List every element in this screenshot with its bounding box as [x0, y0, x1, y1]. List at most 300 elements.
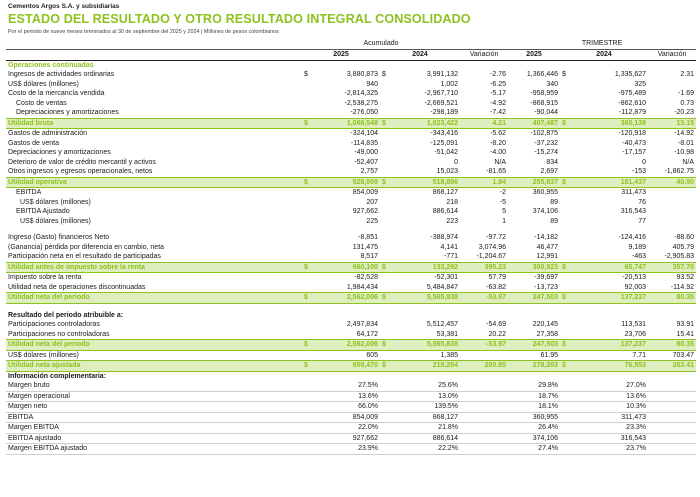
row-label: Margen EBITDA ajustado — [6, 444, 302, 455]
currency-symbol — [380, 283, 394, 293]
currency-symbol — [380, 330, 394, 340]
acum-2024-value: 1,002 — [440, 80, 459, 88]
acum-2024-value: 22.2% — [394, 444, 460, 455]
acum-variacion-value: 3,074.96 — [478, 243, 507, 251]
table-row — [6, 243, 696, 253]
tri-2025-value: -37,232 — [534, 139, 559, 147]
currency-symbol — [560, 80, 574, 90]
tri-variacion-value: 13.15 — [648, 118, 696, 129]
currency-symbol — [380, 80, 394, 90]
currency-symbol — [380, 381, 394, 391]
tri-2025-value: 12,991 — [536, 253, 559, 260]
currency-symbol: $ — [302, 118, 316, 129]
tri-2025-value: 1,366,446 — [526, 71, 559, 78]
currency-symbol — [560, 330, 574, 340]
currency-symbol — [302, 423, 316, 434]
acum-variacion-value: N/A — [494, 158, 507, 166]
company-name: Cementos Argos S.A. y subsidiarias — [8, 3, 120, 10]
currency-symbol — [560, 381, 574, 391]
row-label: Margen operacional — [6, 391, 302, 402]
table-row — [6, 217, 696, 227]
acum-2025-value: 1,984,434 — [346, 283, 378, 291]
currency-symbol: $ — [304, 71, 308, 78]
currency-symbol: $ — [560, 118, 574, 129]
acum-2024-value: 13.0% — [394, 391, 460, 402]
section-row — [6, 60, 696, 70]
tri-2025-value: -14,182 — [534, 234, 559, 241]
acum-2025-value: 927,662 — [316, 433, 380, 444]
tri-2024-value: -975,489 — [618, 90, 647, 97]
tri-2025-value: 27,358 — [536, 330, 559, 338]
row-label: US$ dólares (millones) — [20, 217, 91, 225]
acum-variacion-value: -4.00 — [490, 149, 507, 156]
currency-symbol: $ — [560, 361, 574, 372]
row-label: Margen bruto — [6, 381, 302, 391]
acum-variacion-value — [460, 433, 508, 444]
col-acum-2025: 2025 — [302, 49, 380, 60]
currency-symbol — [560, 402, 574, 413]
acum-variacion-value — [460, 381, 508, 391]
tri-2024-value: -862,610 — [618, 99, 647, 107]
acum-2024-value: 0 — [454, 158, 459, 166]
page-subtitle: Por el periodo de nueve meses terminados al 30 de septiembre del 2025 y 2024 | Millones de pesos colombianos — [8, 29, 279, 35]
row-label: Utilidad neta del periodo — [6, 293, 302, 304]
currency-symbol — [302, 233, 316, 243]
currency-symbol — [380, 89, 394, 99]
tri-2024-value: -112,879 — [618, 109, 647, 116]
currency-symbol: $ — [380, 361, 394, 372]
table-row — [6, 283, 696, 293]
acum-2024-value: -771 — [444, 253, 459, 260]
currency-symbol — [380, 158, 394, 168]
currency-symbol: $ — [380, 118, 394, 129]
tri-2024-value: -153 — [632, 168, 647, 175]
acum-variacion-value: -2.76 — [490, 71, 507, 78]
acum-variacion-value: -8.20 — [490, 139, 507, 147]
acum-2025-value: 660,100 — [316, 262, 380, 273]
currency-symbol: $ — [302, 361, 316, 372]
tri-variacion-value: -114.92 — [670, 283, 695, 291]
tri-2024-value: 316,543 — [620, 208, 647, 215]
tri-2024-value: 0 — [642, 158, 647, 166]
tri-variacion-value — [648, 423, 696, 434]
acum-2024-value: 1,385 — [440, 351, 459, 359]
acum-2025-value: 64,172 — [356, 330, 378, 338]
currency-symbol — [302, 381, 316, 391]
currency-symbol — [380, 207, 394, 217]
tri-2024-value: -124,416 — [618, 234, 647, 241]
tri-variacion-value: 80.35 — [648, 340, 696, 351]
currency-symbol: $ — [560, 262, 574, 273]
table-row — [6, 423, 696, 434]
currency-symbol — [560, 89, 574, 99]
tri-2025-value: 2,697 — [540, 168, 559, 175]
currency-symbol — [380, 320, 394, 330]
acum-2025-value: 8,517 — [360, 253, 378, 260]
acum-variacion-value: 1.94 — [460, 177, 508, 188]
table-row — [6, 273, 696, 283]
currency-symbol — [302, 402, 316, 413]
tri-2025-value: -39,697 — [534, 274, 559, 281]
acum-2024-value: 133,292 — [394, 262, 460, 273]
spacer-cell — [6, 303, 696, 311]
section-row — [6, 311, 696, 321]
currency-symbol — [560, 217, 574, 227]
tri-2024-value: 1,335,627 — [614, 71, 647, 78]
currency-symbol — [560, 167, 574, 177]
acum-2024-value: -388,974 — [430, 234, 459, 241]
acum-2024-value: 5,565,838 — [394, 340, 460, 351]
acum-2025-value: -2,538,275 — [344, 99, 378, 107]
currency-symbol — [380, 273, 394, 283]
currency-symbol — [560, 129, 574, 139]
acum-variacion-value — [460, 350, 508, 361]
currency-symbol: $ — [562, 71, 566, 78]
currency-symbol: $ — [560, 177, 574, 188]
tri-2025-value: 29.8% — [508, 381, 560, 391]
acum-2024-value: 5,484,847 — [426, 283, 459, 291]
tri-variacion-value — [648, 381, 696, 391]
acum-2024-value: 886,614 — [432, 208, 459, 215]
acum-2025-value: 2,562,006 — [316, 340, 380, 351]
row-label: US$ dólares (millones) — [8, 351, 79, 359]
tri-variacion-value: -1.69 — [678, 90, 695, 97]
table-row — [6, 381, 696, 391]
acum-variacion-value — [460, 444, 508, 455]
currency-symbol — [302, 139, 316, 149]
acum-2025-value: 854,009 — [352, 189, 378, 196]
currency-symbol — [560, 283, 574, 293]
currency-symbol: $ — [302, 293, 316, 304]
acum-2025-value: 131,475 — [352, 243, 378, 251]
tri-2024-value: 27.0% — [574, 381, 648, 391]
page-title: ESTADO DEL RESULTADO Y OTRO RESULTADO INTEGRAL CONSOLIDADO — [8, 12, 471, 26]
tri-variacion-value: 357.70 — [648, 262, 696, 273]
tri-2025-value: 46,477 — [536, 243, 559, 251]
subtotal-row — [6, 118, 696, 129]
currency-symbol — [302, 80, 316, 90]
currency-symbol: $ — [380, 293, 394, 304]
acum-2025-value: 66.0% — [316, 402, 380, 413]
tri-2025-value: -958,959 — [530, 90, 559, 97]
tri-2025-value: 247,503 — [508, 293, 560, 304]
tri-variacion-value: 15.41 — [676, 330, 695, 338]
acum-2025-value: 659,470 — [316, 361, 380, 372]
tri-variacion-value: -10.98 — [674, 149, 695, 156]
acum-variacion-value — [460, 423, 508, 434]
acum-2024-value: 4,141 — [440, 243, 459, 251]
acum-variacion-value — [460, 391, 508, 402]
row-label: Participaciones controladoras — [8, 321, 100, 328]
currency-symbol — [380, 188, 394, 198]
acum-2025-value: -8,851 — [358, 234, 378, 241]
acum-2024-value: 218 — [446, 198, 459, 206]
acum-variacion-value: -54.69 — [486, 321, 507, 328]
acum-2025-value: 2,497,834 — [346, 321, 378, 328]
currency-symbol — [302, 89, 316, 99]
acum-variacion-value: -97.72 — [486, 234, 507, 241]
currency-symbol — [302, 391, 316, 402]
tri-2024-value: 316,543 — [574, 433, 648, 444]
acum-variacion-value: 1 — [502, 217, 507, 225]
table-row — [6, 129, 696, 139]
currency-symbol — [560, 148, 574, 158]
acum-variacion-value: 57.79 — [488, 274, 507, 281]
income-statement-table — [6, 39, 696, 455]
table-row — [6, 207, 696, 217]
subtotal-row — [6, 361, 696, 372]
spacer-row — [6, 303, 696, 311]
currency-symbol: $ — [560, 340, 574, 351]
currency-symbol — [302, 99, 316, 109]
acum-variacion-value: -7.42 — [490, 109, 507, 116]
acum-variacion-value: 20.22 — [488, 330, 507, 338]
acum-2025-value: 940 — [366, 80, 378, 88]
acum-variacion-value — [460, 402, 508, 413]
acum-variacion-value: -53.97 — [460, 340, 508, 351]
tri-variacion-value: 405.79 — [672, 243, 695, 251]
group-acumulado: Acumulado — [302, 39, 460, 49]
acum-variacion-value: -1,204.67 — [476, 253, 507, 260]
acum-variacion-value: 4.21 — [460, 118, 508, 129]
currency-symbol: $ — [302, 340, 316, 351]
currency-symbol — [560, 412, 574, 423]
currency-symbol — [302, 217, 316, 227]
tri-2024-value: -20,513 — [622, 274, 647, 281]
table-row — [6, 233, 696, 243]
row-label: Utilidad neta del periodo — [6, 340, 302, 351]
tri-2025-value: 255,637 — [508, 177, 560, 188]
tri-2024-value: 325 — [634, 80, 647, 88]
currency-symbol — [302, 188, 316, 198]
currency-symbol — [302, 433, 316, 444]
row-label: Impuesto sobre la renta — [8, 274, 82, 281]
tri-2025-value: 89 — [550, 217, 559, 225]
row-label: Ingreso (Gasto) financieros Neto — [8, 234, 110, 241]
acum-2024-value: 21.8% — [394, 423, 460, 434]
table-row — [6, 188, 696, 198]
subtotal-row — [6, 340, 696, 351]
currency-symbol — [560, 320, 574, 330]
tri-2024-value: 113,531 — [621, 321, 647, 328]
currency-symbol — [302, 273, 316, 283]
acum-variacion-value: -5.62 — [490, 130, 507, 137]
currency-symbol: $ — [380, 177, 394, 188]
statement-body — [6, 60, 696, 454]
currency-symbol — [560, 188, 574, 198]
currency-symbol — [380, 433, 394, 444]
table-row — [6, 139, 696, 149]
row-label: Margen neto — [6, 402, 302, 413]
currency-symbol — [302, 412, 316, 423]
tri-variacion-value: 40.90 — [648, 177, 696, 188]
currency-symbol — [560, 108, 574, 118]
tri-2024-value: 92,003 — [624, 283, 647, 291]
tri-variacion-value: 93.91 — [676, 321, 695, 328]
currency-symbol — [560, 233, 574, 243]
row-label: EBITDA — [6, 412, 302, 423]
tri-2025-value: 18.1% — [508, 402, 560, 413]
currency-symbol — [302, 283, 316, 293]
tri-variacion-value — [648, 433, 696, 444]
currency-symbol — [302, 444, 316, 455]
currency-symbol: $ — [380, 340, 394, 351]
acum-2024-value: 219,204 — [394, 361, 460, 372]
acum-2025-value: 2,757 — [360, 168, 378, 175]
col-tri-variacion: Variación — [648, 49, 696, 60]
acum-variacion-value: -2 — [499, 189, 507, 196]
currency-symbol — [380, 350, 394, 361]
acum-2024-value: 868,127 — [394, 412, 460, 423]
currency-symbol — [380, 129, 394, 139]
acum-2025-value: 23.9% — [316, 444, 380, 455]
tri-2025-value: -90,044 — [534, 109, 559, 116]
tri-2024-value: 137,237 — [574, 340, 648, 351]
acum-variacion-value: -5 — [499, 198, 507, 206]
acum-variacion-value: -6.25 — [490, 80, 507, 88]
row-label: Utilidad bruta — [6, 118, 302, 129]
currency-symbol — [560, 433, 574, 444]
table-row — [6, 167, 696, 177]
acum-variacion-value: -81.65 — [486, 168, 507, 175]
row-label: US$ dólares (millones) — [20, 198, 91, 206]
tri-variacion-value: 2.31 — [680, 71, 695, 78]
tri-variacion-value: 80.35 — [648, 293, 696, 304]
row-label: Costo de ventas — [16, 99, 67, 107]
currency-symbol — [380, 139, 394, 149]
acum-2024-value: 868,127 — [432, 189, 459, 196]
currency-symbol — [302, 167, 316, 177]
currency-symbol — [302, 320, 316, 330]
tri-2024-value: 311,473 — [574, 412, 648, 423]
currency-symbol: $ — [380, 262, 394, 273]
table-row — [6, 350, 696, 361]
row-label: Depreciaciones y amortizaciones — [8, 149, 111, 156]
col-acum-2024: 2024 — [380, 49, 460, 60]
section-label: Operaciones continuadas — [8, 61, 94, 69]
currency-symbol: $ — [560, 293, 574, 304]
acum-variacion-value: -63.82 — [486, 283, 507, 291]
acum-2025-value: -324,104 — [350, 130, 378, 137]
tri-variacion-value: 93.52 — [676, 274, 695, 281]
tri-2024-value: 137,237 — [574, 293, 648, 304]
row-label: Ingresos de actividades ordinarias — [8, 71, 115, 78]
section-label: Resultado del periodo atribuible a: — [8, 311, 124, 319]
tri-2025-value: 407,487 — [508, 118, 560, 129]
tri-2024-value: 76 — [638, 198, 647, 206]
tri-2025-value: 360,955 — [532, 189, 559, 196]
row-label: EBITDA ajustado — [6, 433, 302, 444]
currency-symbol — [560, 139, 574, 149]
currency-symbol — [380, 243, 394, 253]
acum-2025-value: 2,562,006 — [316, 293, 380, 304]
acum-2024-value: 5,565,838 — [394, 293, 460, 304]
currency-symbol — [302, 252, 316, 262]
acum-2025-value: -52,407 — [354, 158, 378, 166]
tri-2025-value: 26.4% — [508, 423, 560, 434]
acum-2025-value: -114,835 — [350, 139, 378, 147]
tri-2025-value: 374,106 — [508, 433, 560, 444]
tri-2025-value: 247,503 — [508, 340, 560, 351]
currency-symbol — [380, 423, 394, 434]
tri-2024-value: -40,473 — [622, 139, 647, 147]
currency-symbol — [302, 350, 316, 361]
currency-symbol — [380, 217, 394, 227]
currency-symbol — [380, 412, 394, 423]
tri-variacion-value — [648, 188, 696, 198]
row-label: EBITDA Ajustado — [16, 208, 70, 215]
tri-2025-value: 220,145 — [532, 321, 559, 328]
tri-2025-value: 360,955 — [508, 412, 560, 423]
tri-2024-value: 23,706 — [624, 330, 647, 338]
row-label: Participaciones no controladoras — [8, 330, 110, 338]
acum-2025-value: -82,528 — [354, 274, 378, 281]
acum-2025-value: 3,880,873 — [346, 71, 378, 78]
table-row — [6, 402, 696, 413]
acum-2024-value: 25.6% — [394, 381, 460, 391]
acum-variacion-value: -4.92 — [490, 99, 507, 107]
section-label: Información complementaria: — [8, 372, 107, 380]
acum-variacion-value: -5.17 — [490, 90, 507, 97]
currency-symbol — [380, 148, 394, 158]
row-label: Gastos de administración — [8, 130, 87, 137]
currency-symbol — [380, 99, 394, 109]
row-label: Utilidad neta ajustada — [6, 361, 302, 372]
acum-2025-value: -2,814,325 — [344, 90, 378, 97]
tri-2025-value: 61.95 — [540, 351, 559, 359]
acum-2024-value: -2,967,710 — [424, 90, 459, 97]
currency-symbol — [560, 350, 574, 361]
acum-2024-value: 223 — [446, 217, 459, 225]
currency-symbol — [380, 402, 394, 413]
tri-2025-value: 278,203 — [508, 361, 560, 372]
tri-2024-value: -120,918 — [618, 130, 647, 137]
currency-symbol — [302, 207, 316, 217]
currency-symbol — [560, 273, 574, 283]
row-label: Margen EBITDA — [6, 423, 302, 434]
tri-2024-value: 10.3% — [574, 402, 648, 413]
acum-2025-value: -49,000 — [354, 149, 378, 156]
table-row — [6, 70, 696, 80]
row-label: Costo de la mercancía vendida — [8, 90, 105, 97]
acum-2024-value: 5,512,457 — [426, 321, 459, 328]
row-label: Utilidad antes de impuesto sobre la renta — [6, 262, 302, 273]
tri-variacion-value: 0.73 — [680, 99, 695, 107]
tri-2025-value: -13,723 — [534, 283, 559, 291]
currency-symbol — [560, 243, 574, 253]
subtotal-row — [6, 177, 696, 188]
tri-2024-value: 65,747 — [574, 262, 648, 273]
tri-2024-value: 181,437 — [574, 177, 648, 188]
currency-symbol — [560, 99, 574, 109]
header-row-years — [6, 49, 696, 60]
table-row — [6, 391, 696, 402]
row-label: (Ganancia) pérdida por diferencia en cambio, neta — [8, 243, 165, 251]
acum-2024-value: -298,189 — [430, 109, 459, 116]
acum-2024-value: 886,614 — [394, 433, 460, 444]
table-row — [6, 320, 696, 330]
currency-symbol — [380, 108, 394, 118]
tri-2024-value: -463 — [632, 253, 647, 260]
table-row — [6, 80, 696, 90]
tri-2025-value: -868,915 — [530, 99, 559, 107]
acum-2025-value: 225 — [366, 217, 378, 225]
acum-variacion-value: -53.97 — [460, 293, 508, 304]
currency-symbol — [560, 391, 574, 402]
table-row — [6, 158, 696, 168]
acum-2025-value: 207 — [366, 198, 378, 206]
currency-symbol — [560, 252, 574, 262]
